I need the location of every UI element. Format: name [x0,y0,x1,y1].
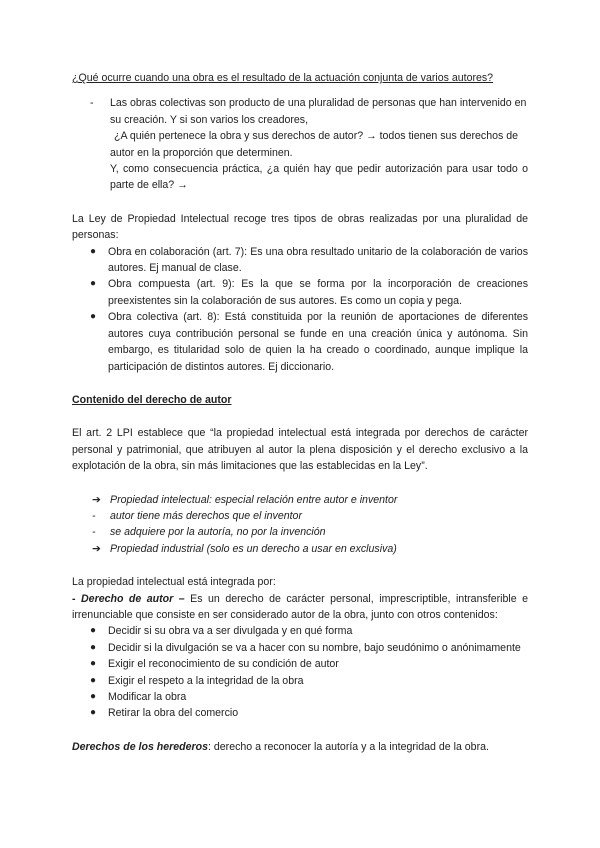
list-item: ● Decidir si su obra va a ser divulgada y en qué forma [90,625,353,638]
herederos-paragraph: Derechos de los herederos: derecho a reconocer la autoría y a la integridad de la obra. [72,740,489,753]
list-item: ● Obra colectiva (art. 8): Está constituida por la reunión de aportaciones de diferentes autores cuya contribución personal se funde en una creación única y autónoma. Sin embargo, es titularidad solo de quien la ha creado o coordinado, aunque implique la participación de distintos autores. Ej diccionario. [90,311,528,373]
list-item: ¿A quién pertenece la obra y sus derechos de autor? → todos tienen sus derechos de autor en la proporción que determinen. [110,130,518,159]
list-item: - autor tiene más derechos que el inventor [92,509,302,522]
question-list [72,95,528,193]
list-item: ● Decidir si la divulgación se va a hacer con su nombre, bajo seudónimo o anónimamente [90,641,521,654]
tipos-list [72,244,528,375]
list-item: ➔ Propiedad industrial (solo es un derecho a usar en exclusiva) [92,542,397,555]
list-item: ➔ Propiedad intelectual: especial relación entre autor e inventor [92,493,398,506]
integrada-paragraph: La propiedad intelectual está integrada por: [72,576,276,589]
list-item: - Las obras colectivas son producto de una pluralidad de personas que han intervenido en su creación. Y si son varios los creadores, [90,97,527,126]
list-item: ● Exigir el reconocimiento de su condición de autor [90,658,339,671]
section-heading: Contenido del derecho de autor [72,393,232,406]
art2-paragraph: El art. 2 LPI establece que “la propiedad intelectual está integrada por derechos de carácter personal y patrimonial, que atribuyen al autor la plena disposición y el derecho exclusivo a la explotación de la obra, sin más limitaciones que las establecidas en la Ley”. [72,427,528,473]
question-heading: ¿Qué ocurre cuando una obra es el resultado de la actuación conjunta de varios autores? [72,72,494,84]
derecho-autor-paragraph: - Derecho de autor – Es un derecho de carácter personal, imprescriptible, intransferible e irrenunciable que consiste en ser considerado autor de la obra, junto con otros contenidos: [72,592,528,621]
list-item: - se adquiere por la autoría, no por la invención [92,526,326,539]
list-item: ● Obra en colaboración (art. 7): Es una obra resultado unitario de la colaboración de varios autores. Ej manual de clase. [90,245,528,275]
list-item: ● Obra compuesta (art. 9): Es la que se forma por la incorporación de creaciones preexistentes sin la colaboración de sus autores. Es como un copia y pega. [90,278,528,307]
derechos-list [72,623,528,721]
list-item: ● Exigir el respeto a la integridad de la obra [90,674,304,687]
list-item: ● Retirar la obra del comercio [90,707,239,720]
ley-intro: La Ley de Propiedad Intelectual recoge tres tipos de obras realizadas por una pluralidad de personas: [72,212,528,242]
notes-list [72,492,528,558]
list-item: ● Modificar la obra [90,691,187,703]
list-item: Y, como consecuencia práctica, ¿a quién hay que pedir autorización para usar todo o parte de ella? → [110,163,528,192]
